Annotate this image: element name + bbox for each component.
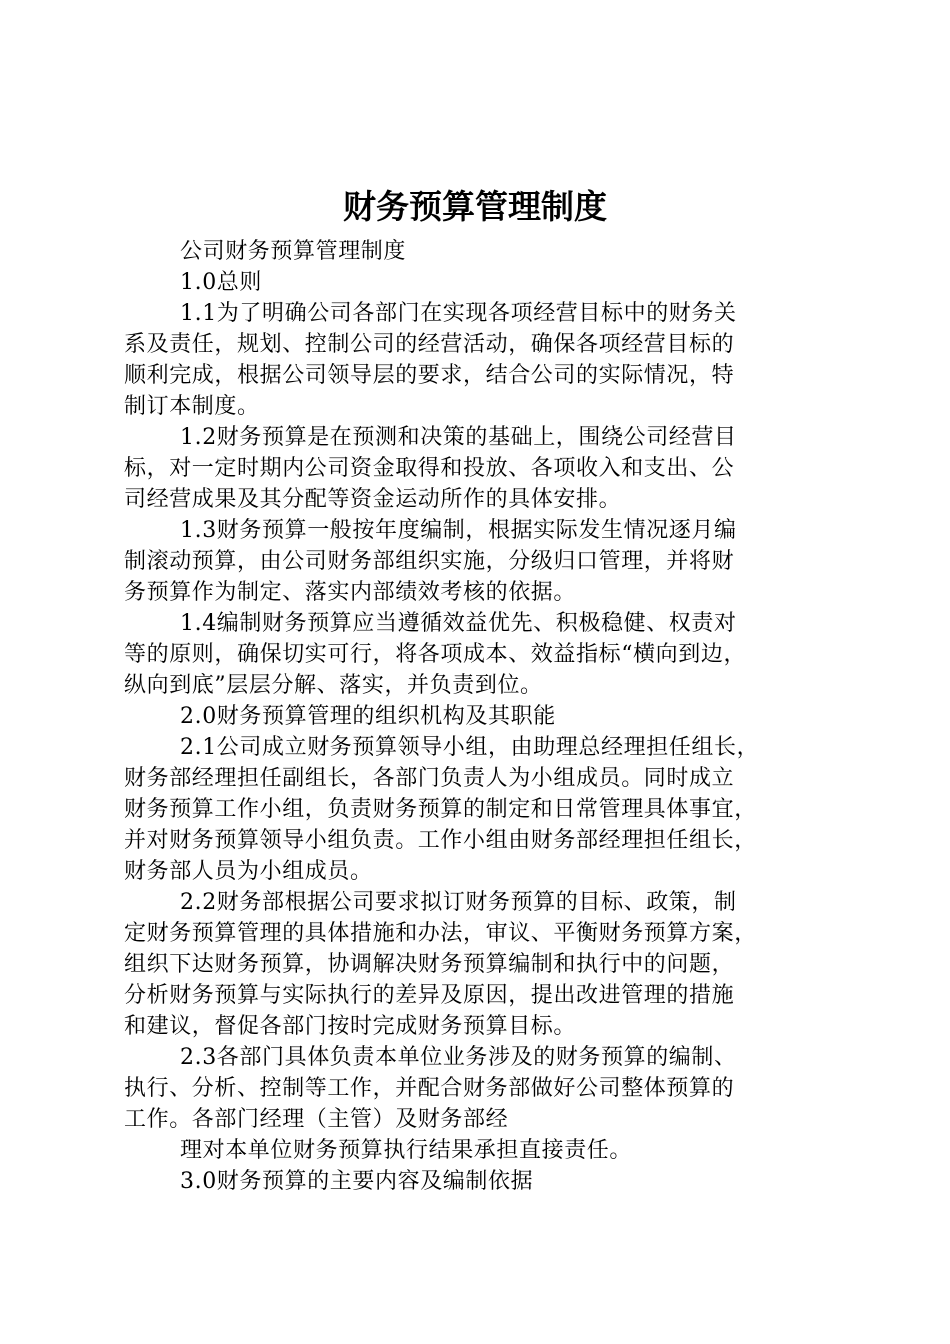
text-line: 顺利完成，根据公司领导层的要求，结合公司的实际情况，特 <box>124 363 735 388</box>
text-line: 纵向到底”层层分解、落实，并负责到位。 <box>124 673 543 698</box>
text-line: 财务预算工作小组，负责财务预算的制定和日常管理具体事宜， <box>124 797 757 822</box>
text-line: 1.4编制财务预算应当遵循效益优先、积极稳健、权责对 <box>180 611 737 636</box>
text-line: 制滚动预算，由公司财务部组织实施，分级归口管理，并将财 <box>124 549 735 574</box>
text-line: 执行、分析、控制等工作，并配合财务部做好公司整体预算的 <box>124 1076 735 1101</box>
text-line: 工作。各部门经理（主管）及财务部经 <box>124 1107 509 1132</box>
text-line: 1.1为了明确公司各部门在实现各项经营目标中的财务关 <box>180 301 737 326</box>
text-line: 并对财务预算领导小组负责。工作小组由财务部经理担任组长， <box>124 828 757 853</box>
text-line: 2.1公司成立财务预算领导小组，由助理总经理担任组长， <box>180 735 760 760</box>
text-line: 财务部人员为小组成员。 <box>124 859 373 884</box>
document-title: 财务预算管理制度 <box>343 187 607 226</box>
text-line: 和建议，督促各部门按时完成财务预算目标。 <box>124 1014 577 1039</box>
text-line: 定财务预算管理的具体措施和办法，审议、平衡财务预算方案， <box>124 921 757 946</box>
text-line: 标，对一定时期内公司资金取得和投放、各项收入和支出、公 <box>124 456 735 481</box>
document-body <box>124 236 834 1197</box>
text-line: 3.0财务预算的主要内容及编制依据 <box>180 1169 534 1194</box>
text-line: 等的原则，确保切实可行，将各项成本、效益指标“横向到边， <box>124 642 747 667</box>
text-line: 系及责任，规划、控制公司的经营活动，确保各项经营目标的 <box>124 332 735 357</box>
text-line: 务预算作为制定、落实内部绩效考核的依据。 <box>124 580 577 605</box>
text-line: 分析财务预算与实际执行的差异及原因，提出改进管理的措施 <box>124 983 735 1008</box>
text-line: 2.3各部门具体负责本单位业务涉及的财务预算的编制、 <box>180 1045 737 1070</box>
text-line: 制订本制度。 <box>124 394 260 419</box>
text-line: 1.3财务预算一般按年度编制，根据实际发生情况逐月编 <box>180 518 737 543</box>
text-line: 财务部经理担任副组长，各部门负责人为小组成员。同时成立 <box>124 766 735 791</box>
text-line: 2.0财务预算管理的组织机构及其职能 <box>180 704 556 729</box>
text-line: 理对本单位财务预算执行结果承担直接责任。 <box>180 1138 633 1163</box>
text-line: 1.0总则 <box>180 270 262 295</box>
text-line: 组织下达财务预算，协调解决财务预算编制和执行中的问题， <box>124 952 735 977</box>
text-line: 司经营成果及其分配等资金运动所作的具体安排。 <box>124 487 622 512</box>
text-line: 2.2财务部根据公司要求拟订财务预算的目标、政策，制 <box>180 890 737 915</box>
text-line: 1.2财务预算是在预测和决策的基础上，围绕公司经营目 <box>180 425 737 450</box>
text-line: 公司财务预算管理制度 <box>180 239 407 264</box>
